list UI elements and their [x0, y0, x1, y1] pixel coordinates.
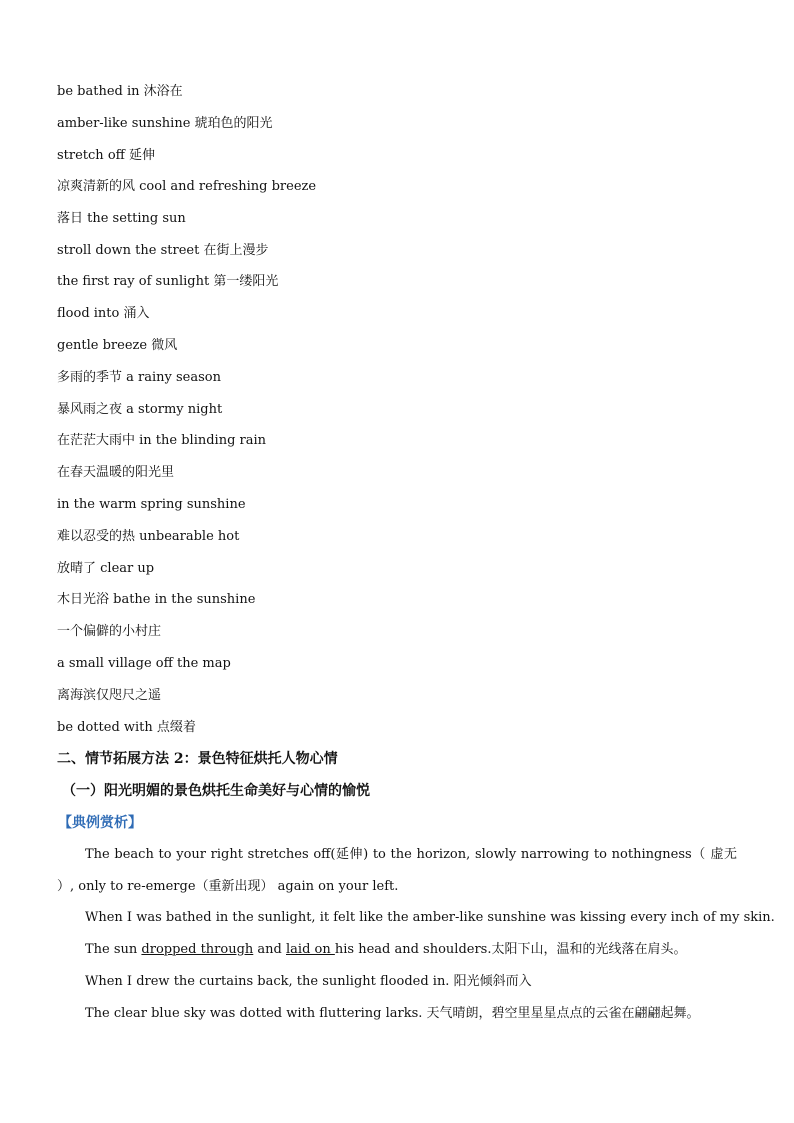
example-tag: 【典例赏析】 — [58, 815, 142, 831]
vocab-item: in the warm spring sunshine — [57, 497, 246, 512]
vocab-item: amber-like sunshine 琥珀色的阳光 — [57, 116, 273, 131]
vocab-item: be dotted with 点缀着 — [57, 720, 196, 735]
sub-heading: （一）阳光明媚的景色烘托生命美好与心情的愉悦 — [62, 783, 370, 799]
vocab-item: 木日光浴 bathe in the sunshine — [57, 592, 256, 607]
vocab-item: 多雨的季节 a rainy season — [57, 370, 221, 385]
example-paragraph — [57, 839, 737, 903]
sentence-text: his head and shoulders.太阳下山，温和的光线落在肩头。 — [334, 942, 687, 957]
vocab-item: be bathed in 沐浴在 — [57, 84, 183, 99]
section-heading: 二、情节拓展方法 2：景色特征烘托人物心情 — [57, 751, 338, 767]
example-sentence: The clear blue sky was dotted with fluttering larks. 天气晴朗，碧空里星星点点的云雀在翩翩起舞。 — [85, 1006, 700, 1021]
underlined-phrase: dropped through — [141, 942, 254, 957]
vocab-item: 难以忍受的热 unbearable hot — [57, 529, 240, 544]
vocab-item: stretch off 延伸 — [57, 148, 156, 163]
vocab-item: stroll down the street 在街上漫步 — [57, 243, 269, 258]
vocab-item: 放晴了 clear up — [57, 561, 155, 576]
vocab-item: 落日 the setting sun — [57, 211, 186, 226]
sentence-text: The sun — [85, 942, 142, 957]
vocab-item: gentle breeze 微风 — [57, 338, 178, 353]
vocab-item: the first ray of sunlight 第一缕阳光 — [57, 274, 279, 289]
vocab-item: 凉爽清新的风 cool and refreshing breeze — [57, 179, 317, 194]
vocab-item: 在春天温暖的阳光里 — [57, 465, 175, 480]
underlined-phrase: laid on — [286, 942, 335, 957]
vocab-item: 暴风雨之夜 a stormy night — [57, 402, 223, 417]
example-sentence — [85, 941, 686, 959]
example-sentence: When I drew the curtains back, the sunlight flooded in. 阳光倾斜而入 — [85, 974, 532, 989]
vocab-item: flood into 涌入 — [57, 306, 150, 321]
sentence-text: and — [253, 942, 286, 957]
vocab-item: 在茫茫大雨中 in the blinding rain — [57, 433, 267, 448]
paragraph-text: The beach to your right stretches off(延伸) to the horizon, slowly narrowing to nothingness（ 虚无 ）, only to re-emerge（重新出现） again on your left. — [57, 847, 737, 894]
vocab-item: a small village off the map — [57, 656, 231, 671]
example-sentence: When I was bathed in the sunlight, it felt like the amber-like sunshine was kissing every inch of my skin. — [85, 910, 775, 925]
vocab-item: 一个偏僻的小村庄 — [57, 624, 162, 639]
vocab-item: 离海滨仅咫尺之遥 — [57, 688, 162, 703]
